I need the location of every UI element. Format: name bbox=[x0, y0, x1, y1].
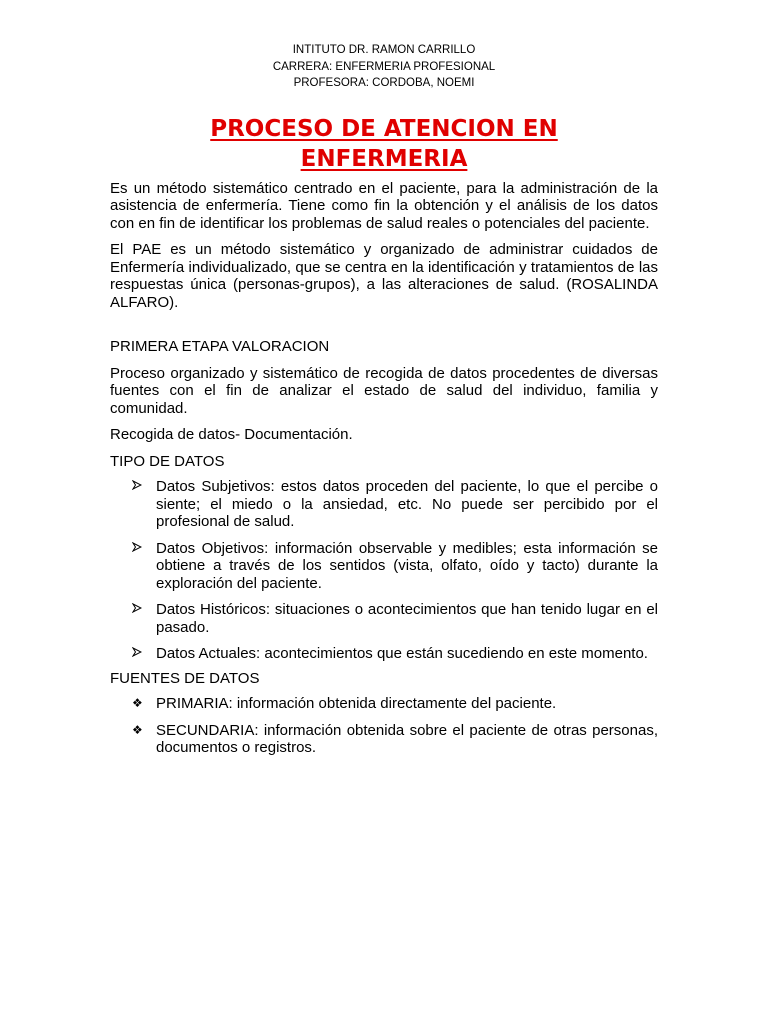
definition-paragraph: Es un método sistemático centrado en el paciente, para la administración de la asistencia de enfermería. Tiene como fin la obtención y el análisis de los datos con en fin de identificar los problemas de salud reales o potenciales del paciente. bbox=[110, 179, 658, 232]
arrowhead-bullet-icon bbox=[132, 645, 150, 663]
data-types-heading: TIPO DE DATOS bbox=[110, 452, 225, 470]
list-item-text: SECUNDARIA: información obtenida sobre el paciente de otras personas, documentos o registros. bbox=[156, 721, 658, 756]
pae-paragraph: El PAE es un método sistemático y organizado de administrar cuidados de Enfermería individualizado, que se centra en la identificación y tratamientos de las respuestas única (personas-grupos), a las alteraciones de salud. (ROSALINDA ALFARO). bbox=[110, 241, 658, 311]
title-line-1: PROCESO DE ATENCION EN bbox=[210, 115, 558, 142]
document-header bbox=[110, 0, 658, 92]
stage-heading: PRIMERA ETAPA VALORACION bbox=[110, 338, 330, 355]
arrowhead-bullet-icon bbox=[132, 601, 150, 619]
list-item bbox=[132, 601, 658, 636]
list-item-text: PRIMARIA: información obtenida directamente del paciente. bbox=[156, 695, 557, 712]
arrowhead-bullet-icon bbox=[132, 478, 150, 496]
data-sources-heading: FUENTES DE DATOS bbox=[110, 669, 260, 687]
stage-description: Proceso organizado y sistemático de recogida de datos procedentes de diversas fuentes con el fin de analizar el estado de salud del individuo, familia y comunidad. bbox=[110, 364, 658, 417]
list-item-text: Datos Objetivos: información observable y medibles; esta información se obtiene a través de los sentidos (vista, olfato, oído y tacto) durante la exploración del paciente. bbox=[156, 539, 658, 592]
data-collection-line: Recogida de datos- Documentación. bbox=[110, 426, 353, 443]
list-item bbox=[132, 478, 658, 531]
list-item-text: Datos Históricos: situaciones o acontecimientos que han tenido lugar en el pasado. bbox=[156, 601, 658, 636]
list-item bbox=[132, 695, 658, 713]
diamond-bullet-icon: ❖ bbox=[132, 696, 143, 710]
list-item bbox=[132, 645, 658, 663]
list-item-text: Datos Actuales: acontecimientos que están sucediendo en este momento. bbox=[156, 645, 648, 662]
list-item bbox=[132, 722, 658, 757]
list-item-text: Datos Subjetivos: estos datos proceden del paciente, lo que el percibe o siente; el miedo o la ansiedad, etc. No puede ser percibido por el profesional de salud. bbox=[156, 478, 658, 530]
data-types-list bbox=[110, 478, 658, 663]
data-sources-list bbox=[110, 695, 658, 757]
list-item bbox=[132, 540, 658, 593]
professor-line: PROFESORA: CORDOBA, NOEMI bbox=[293, 77, 475, 89]
institute-line: INTITUTO DR. RAMON CARRILLO bbox=[292, 44, 476, 56]
career-line: CARRERA: ENFERMERIA PROFESIONAL bbox=[272, 60, 496, 73]
arrowhead-bullet-icon bbox=[132, 540, 150, 558]
title-line-2: ENFERMERIA bbox=[300, 145, 468, 172]
diamond-bullet-icon: ❖ bbox=[132, 722, 143, 737]
document-title bbox=[110, 114, 658, 174]
